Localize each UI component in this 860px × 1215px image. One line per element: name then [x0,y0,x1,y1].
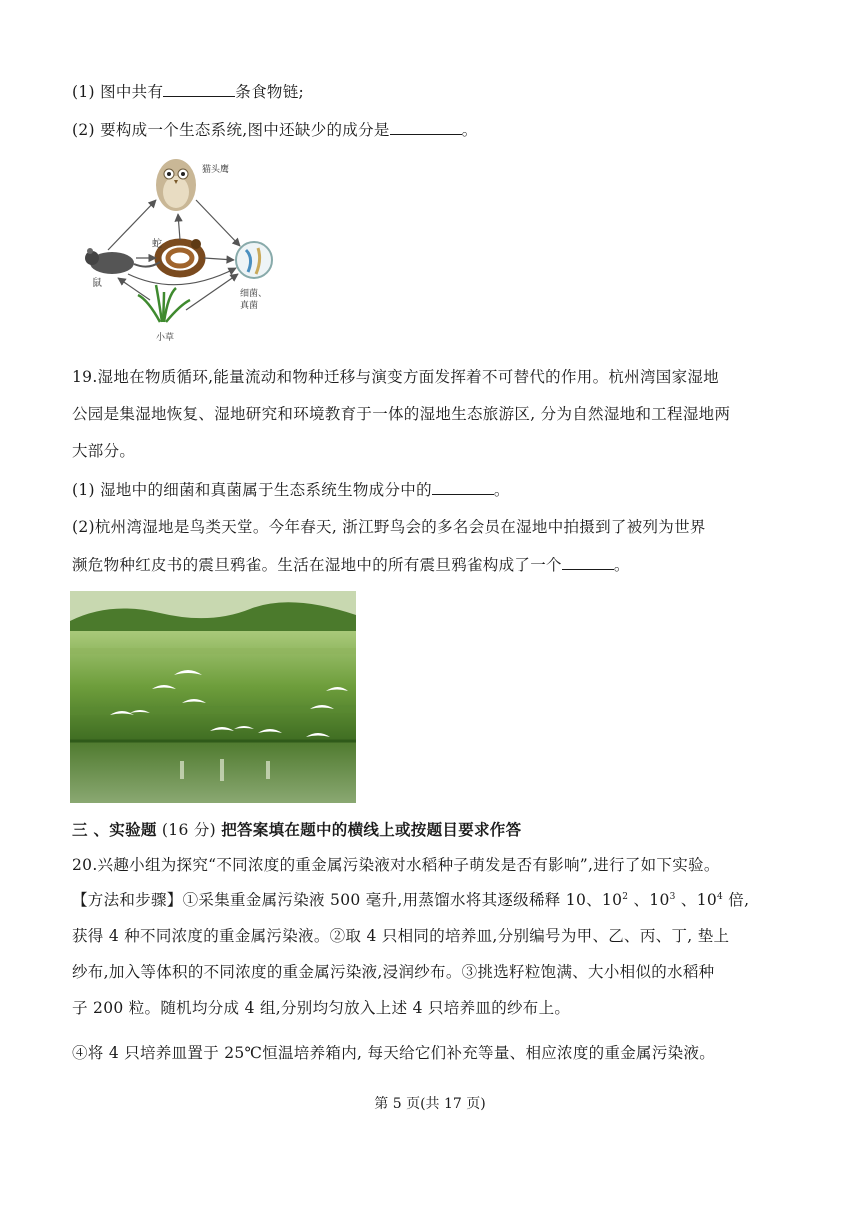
section-title: 三 、实验题 [72,820,157,839]
section-instruction: 把答案填在题中的横线上或按题目要求作答 [221,820,522,839]
answer-blank[interactable] [432,478,494,495]
exponent: 4 [717,891,724,902]
food-web-figure [68,150,288,350]
q18-part1-text: (1) 图中共有 [72,83,164,101]
q18-part2 [72,118,478,141]
q19-part1 [72,478,510,501]
wetland-photo [70,591,356,803]
answer-blank[interactable] [390,118,462,135]
q19-part1-suffix: 。 [493,481,510,499]
q19-intro-3: 大部分。 [72,442,136,460]
q20-line3: 获得 4 种不同浓度的重金属污染液。②取 4 只相同的培养皿,分别编号为甲、乙、丙、丁, 垫上 [72,927,730,945]
section-heading [72,819,521,841]
page-footer: 第 5 页(共 17 页) [374,1096,486,1112]
q20-line5: 子 200 粒。随机均分成 4 组,分别均匀放入上述 4 只培养皿的纱布上。 [72,999,571,1017]
q19-part2-line1: (2)杭州湾湿地是鸟类天堂。今年春天, 浙江野鸟会的多名会员在湿地中拍摄到了被列为世界 [72,518,706,536]
exponent: 2 [622,891,629,902]
snake-icon [158,239,202,274]
microbe-label-2: 真菌 [240,301,259,311]
owl-label: 猫头鹰 [202,165,230,175]
q18-part1-suffix: 条食物链; [235,83,305,101]
q19-intro-2: 公园是集湿地恢复、湿地研究和环境教育于一体的湿地生态旅游区, 分为自然湿地和工程湿地两 [72,405,731,423]
q19-part2-text: 濒危物种红皮书的震旦鸦雀。生活在湿地中的所有震旦鸦雀构成了一个 [72,556,562,574]
microbe-icon [236,242,272,278]
answer-blank[interactable] [163,80,235,97]
q19-part2-line2 [72,553,630,576]
q20-sep: 、10 [675,891,718,909]
q19-part1-text: (1) 湿地中的细菌和真菌属于生态系统生物成分中的 [72,481,432,499]
q20-sep: 、10 [628,891,670,909]
q19-intro-1: 19.湿地在物质循环,能量流动和物种迁移与演变方面发挥着不可替代的作用。杭州湾国家湿地 [72,368,719,386]
q18-part2-suffix: 。 [461,121,478,139]
answer-blank[interactable] [562,553,614,570]
q20-line6: ④将 4 只培养皿置于 25℃恒温培养箱内, 每天给它们补充等量、相应浓度的重金属污染液。 [72,1044,716,1062]
q20-line1: 20.兴趣小组为探究“不同浓度的重金属污染液对水稻种子萌发是否有影响”,进行了如下实验。 [72,856,720,874]
q18-part2-text: (2) 要构成一个生态系统,图中还缺少的成分是 [72,121,390,139]
exponent: 3 [669,891,676,902]
q20-line4: 纱布,加入等体积的不同浓度的重金属污染液,浸润纱布。③挑选籽粒饱满、大小相似的水稻种 [72,963,715,981]
q20-line2-suffix: 倍, [723,891,750,909]
owl-icon [156,159,196,211]
snake-label: 蛇 [152,239,162,250]
q18-part1 [72,80,304,103]
q20-line2 [72,889,749,911]
section-score: (16 分) [156,821,222,839]
food-web-arrows [108,200,240,310]
q20-line2-text: 【方法和步骤】①采集重金属污染液 500 毫升,用蒸馏水将其逐级稀释 10、10 [72,891,623,909]
q19-part2-suffix: 。 [613,556,630,574]
grass-label: 小草 [156,333,175,343]
microbe-label-1: 细菌、 [240,289,268,299]
mouse-label: 鼠 [92,278,102,289]
grass-icon [138,285,190,322]
mouse-icon [85,248,160,274]
